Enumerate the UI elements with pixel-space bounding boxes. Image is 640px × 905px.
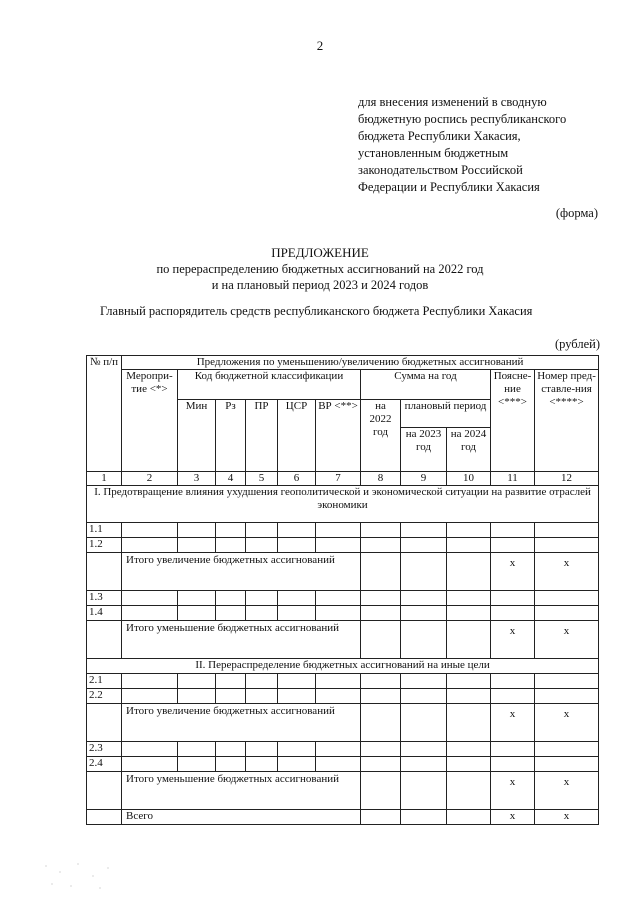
x-mark: x [535, 621, 599, 659]
approval-line: законодательством Российской [358, 163, 523, 177]
x-mark: x [535, 810, 599, 825]
section-1-heading: I. Предотвращение влияния ухудшения геополитической и экономической ситуации на развитие отраслей экономики [87, 486, 599, 523]
units-label: (рублей) [554, 337, 600, 351]
col-number: 8 [361, 472, 401, 486]
scan-artifact [38, 856, 118, 896]
form-label: (форма) [555, 206, 598, 220]
header-csr: ЦСР [278, 400, 316, 472]
header-min: Мин [178, 400, 216, 472]
subtitle-line: по перераспределению бюджетных ассигнований на 2022 год [156, 262, 484, 276]
chief-distributor: Главный распорядитель средств республиканского бюджета Республики Хакасия [100, 304, 533, 318]
total-decrease-label: Итого уменьшение бюджетных ассигнований [122, 621, 361, 659]
approval-line: Федерации и Республики Хакасия [358, 180, 540, 194]
x-mark: x [491, 621, 535, 659]
header-proposals: Предложения по уменьшению/увеличению бюджетных ассигнований [122, 356, 599, 370]
row-number: 2.2 [87, 689, 122, 704]
approval-line: бюджетную роспись республиканского [358, 112, 567, 126]
row-number: 1.2 [87, 538, 122, 553]
header-2023: на 2023 год [401, 428, 447, 472]
header-rz: Рз [216, 400, 246, 472]
section-2-heading: II. Перераспределение бюджетных ассигнований на иные цели [87, 659, 599, 674]
row-number: 1.4 [87, 606, 122, 621]
x-mark: x [491, 553, 535, 591]
col-number: 4 [216, 472, 246, 486]
document-subtitle [0, 261, 640, 293]
subtitle-line: и на плановый период 2023 и 2024 годов [211, 278, 429, 292]
header-pr: ПР [246, 400, 278, 472]
col-number: 9 [401, 472, 447, 486]
document-title: ПРЕДЛОЖЕНИЕ [271, 245, 369, 260]
col-number: 1 [87, 472, 122, 486]
page-number: 2 [316, 38, 324, 53]
col-number: 3 [178, 472, 216, 486]
total-increase-label: Итого увеличение бюджетных ассигнований [122, 704, 361, 742]
col-number: 5 [246, 472, 278, 486]
row-number: 2.1 [87, 674, 122, 689]
approval-line: бюджета Республики Хакасия, [358, 129, 521, 143]
x-mark: x [535, 553, 599, 591]
header-explanation: Поясне-ние <***> [491, 370, 535, 472]
x-mark: x [491, 772, 535, 810]
header-no: № п/п [87, 356, 122, 472]
col-number: 2 [122, 472, 178, 486]
x-mark: x [491, 810, 535, 825]
total-increase-label: Итого увеличение бюджетных ассигнований [122, 553, 361, 591]
row-number: 2.4 [87, 757, 122, 772]
header-measure: Меропри-тие <*> [122, 370, 178, 472]
approval-line: установленным бюджетным [358, 146, 509, 160]
col-number: 7 [316, 472, 361, 486]
header-sum: Сумма на год [361, 370, 491, 400]
header-2024: на 2024 год [447, 428, 491, 472]
x-mark: x [535, 704, 599, 742]
col-number: 6 [278, 472, 316, 486]
header-planned-period: плановый период [401, 400, 491, 428]
row-number: 2.3 [87, 742, 122, 757]
grand-total-label: Всего [122, 810, 361, 825]
header-vr: ВР <**> [316, 400, 361, 472]
header-2022: на 2022 год [361, 400, 401, 472]
header-number: Номер пред-ставле-ния <****> [535, 370, 599, 472]
col-number: 12 [535, 472, 599, 486]
total-decrease-label: Итого уменьшение бюджетных ассигнований [122, 772, 361, 810]
col-number: 11 [491, 472, 535, 486]
col-number: 10 [447, 472, 491, 486]
x-mark: x [491, 704, 535, 742]
x-mark: x [535, 772, 599, 810]
approval-line: для внесения изменений в сводную [358, 95, 547, 109]
row-number: 1.1 [87, 523, 122, 538]
proposal-table [86, 355, 599, 825]
approval-note [358, 94, 608, 196]
header-code: Код бюджетной классификации [178, 370, 361, 400]
row-number: 1.3 [87, 591, 122, 606]
